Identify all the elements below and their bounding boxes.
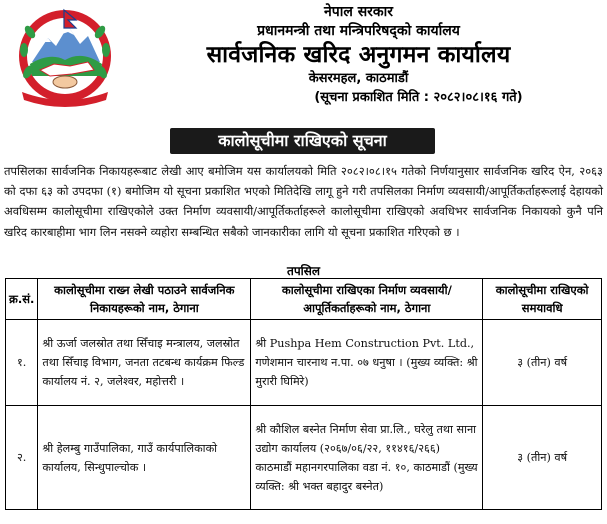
office-location: केसरमहल, काठमाडौं [308,71,409,86]
row-sn: १. [6,320,38,406]
nepal-government-emblem [10,4,120,112]
row-period: ३ (तीन) वर्ष [483,320,602,406]
row-public-body: श्री हेलम्बु गाउँपालिका, गाउँ कार्यपालिकाको कार्यालय, सिन्धुपाल्चोक । [38,406,251,510]
header-vendor: कालोसूचीमा राखिएका निर्माण व्यवसायी/आपूर्तिकर्ताहरूको नाम, ठेगाना [251,279,483,320]
header-period: कालोसूचीमा राखिएको समयावधि [483,279,602,320]
row-vendor: श्री Pushpa Hem Construction Pvt. Ltd., गणेशमान चारनाथ न.पा. ०७ धनुषा । (मुख्य व्यक्ति: श्री मुरारी घिमिरे) [251,320,483,406]
blacklist-table [5,278,602,510]
table-row [6,406,602,510]
row-period: ३ (तीन) वर्ष [483,406,602,510]
header-sn: क्र.सं. [6,279,38,320]
notice-title: कालोसूचीमा राखिएको सूचना [170,128,435,154]
table-header-row [6,279,602,320]
government-name: नेपाल सरकार [323,4,393,20]
row-sn: २. [6,406,38,510]
office-name: सार्वजनिक खरिद अनुगमन कार्यालय [206,42,511,68]
notice-body: तपसिलका सार्वजनिक निकायहरूबाट लेखी आए बमोजिम यस कार्यालयको मिति २०८२।०८।१५ गतेको निर्णयानुसार सार्वजनिक खरिद ऐन, २०६३ को दफा ६३ को उपदफा (१) बमोजिम यो सूचना प्रकाशित भएको मितिदेखि लागू हुने गरी तपसिलका निर्माण व्यवसायी/आपूर्तिकर्ताहरूलाई देहायको अवधिसम्म कालोसूचीमा राखिएकोले उक्त निर्माण व्यवसायी/आपूर्तिकर्ताहरूले कालोसूचीमा राखिएको अवधिभर सार्वजनिक निकायको कुनै पनि खरिद कारबाहीमा भाग लिन नसक्ने व्यहोरा सम्बन्धित सबैको जानकारीका लागि यो सूचना प्रकाशित गरिएको छ । [4,164,603,239]
table-row [6,320,602,406]
parent-office: प्रधानमन्त्री तथा मन्त्रिपरिषद्को कार्यालय [257,23,460,39]
row-public-body: श्री ऊर्जा जलस्रोत तथा सिँचाइ मन्त्रालय, जलस्रोत तथा सिँचाइ विभाग, जनता तटबन्ध कार्यक्रम फिल्ड कार्यालय नं. २, जलेश्वर, महोत्तरी । [38,320,251,406]
header-public-body: कालोसूचीमा राख्न लेखी पठाउने सार्वजनिक निकायहरूको नाम, ठेगाना [38,279,251,320]
publish-date: (सूचना प्रकाशित मिति : २०८२।०८।१६ गते) [314,90,523,105]
row-vendor: श्री कौशिल बस्नेत निर्माण सेवा प्रा.लि., घरेलु तथा साना उद्योग कार्यालय (२०६७/०६/२२, ११४१६/२६६) काठमाडौं महानगरपालिका वडा नं. १०, काठमाडौं (मुख्य व्यक्ति: श्री भक्त बहादुर बस्नेत) [251,406,483,510]
header [120,0,597,107]
schedule-heading: तपसिल [286,264,320,278]
